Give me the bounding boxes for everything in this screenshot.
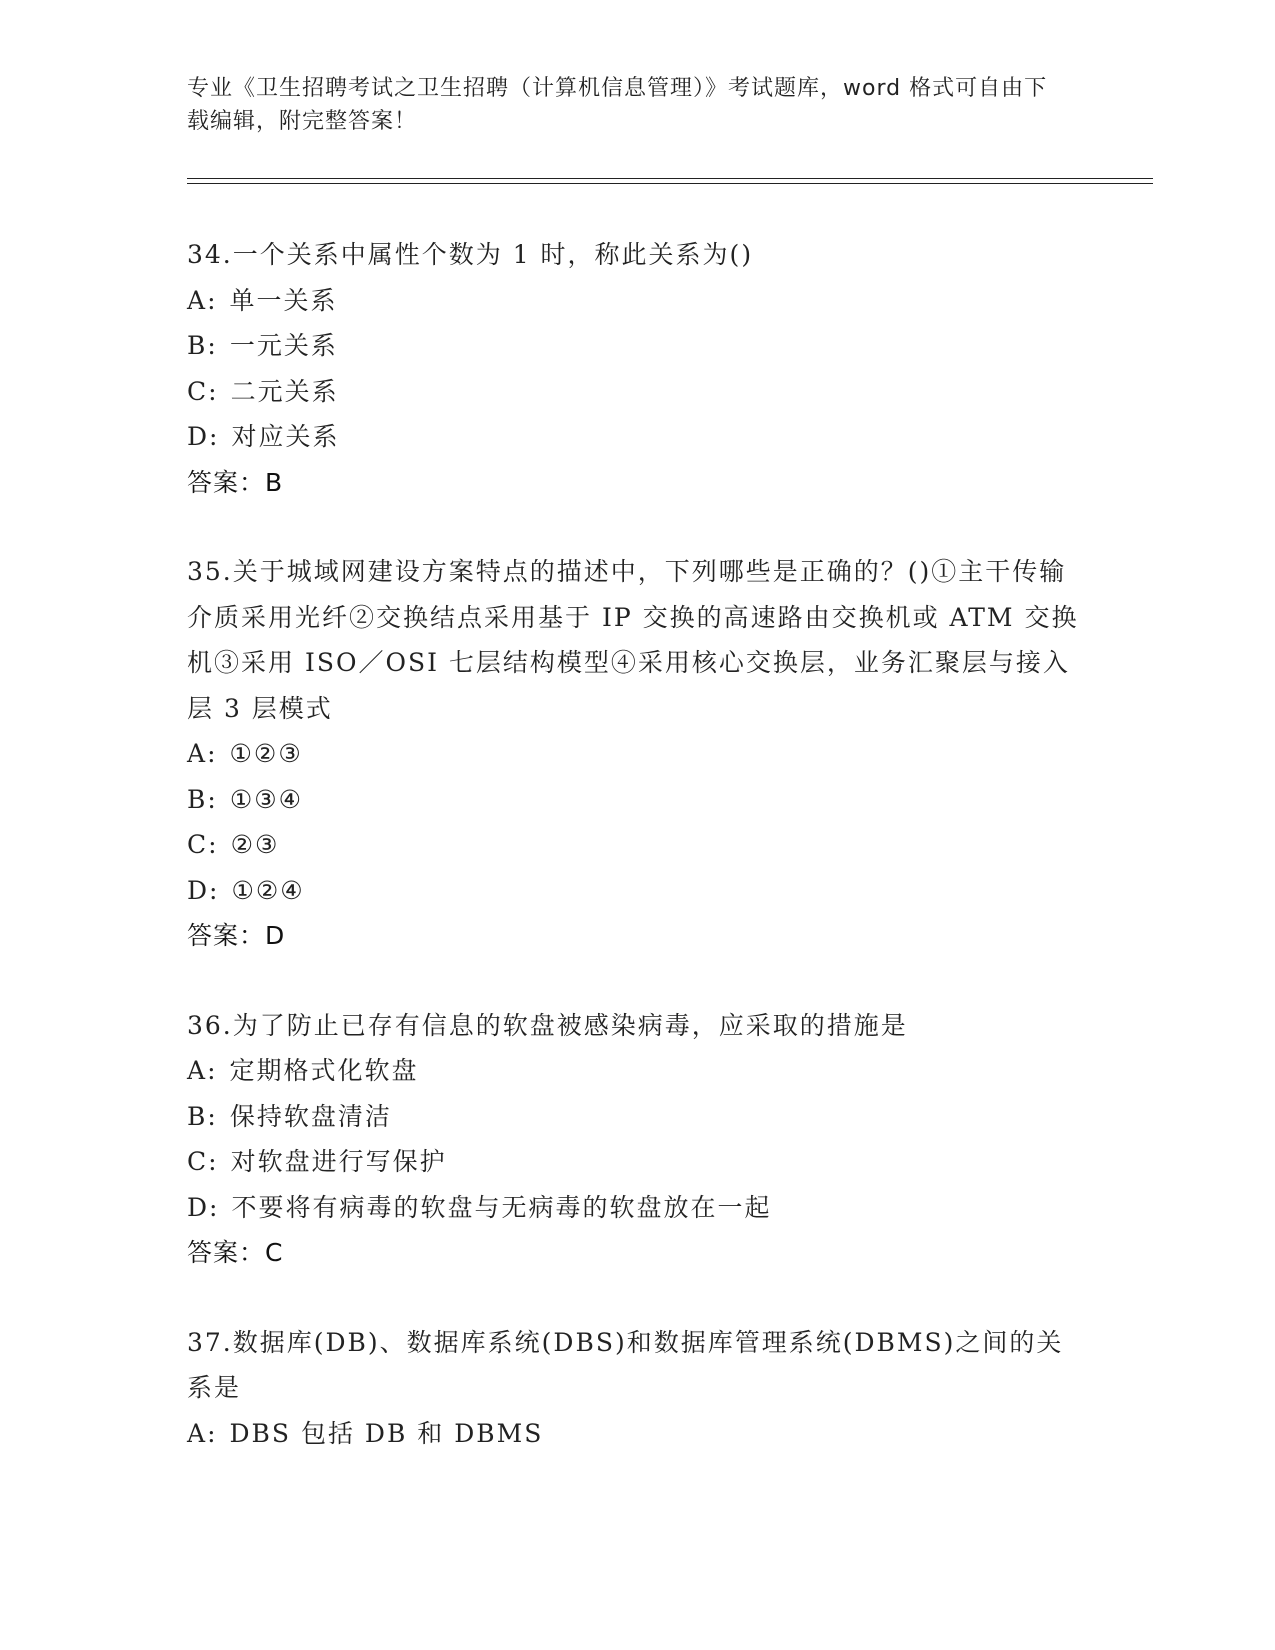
option-text: DBS 包括 DB 和 DBMS	[229, 1418, 544, 1448]
option-letter: C	[187, 376, 209, 406]
option-text: 对应关系	[231, 422, 340, 451]
option-text: 二元关系	[230, 376, 339, 406]
answer-line: 答案：C	[187, 1238, 284, 1267]
option-letter: D	[187, 1192, 210, 1222]
option-separator: :	[209, 1192, 220, 1222]
option-separator: :	[209, 422, 220, 451]
option-separator: :	[207, 1418, 218, 1448]
option-separator: :	[209, 875, 220, 905]
option-a	[187, 278, 1087, 324]
option-letter: C	[187, 1147, 209, 1176]
option-text: 单一关系	[229, 285, 338, 315]
option-separator: :	[208, 830, 219, 859]
option-b	[187, 1094, 1087, 1140]
option-letter: D	[187, 875, 210, 905]
option-d	[187, 868, 1087, 914]
question-35	[187, 549, 1087, 959]
option-text: ②③	[230, 830, 280, 859]
option-text: 一元关系	[229, 331, 338, 360]
option-letter: C	[187, 830, 209, 859]
option-c	[187, 369, 1087, 415]
option-letter: A	[187, 739, 208, 768]
option-separator: :	[207, 1056, 218, 1085]
question-text: 34.一个关系中属性个数为 1 时，称此关系为()	[187, 240, 754, 269]
option-separator: :	[208, 376, 219, 406]
option-d	[187, 1185, 1087, 1231]
option-a	[187, 1411, 1087, 1457]
answer-line: 答案：D	[187, 921, 286, 950]
option-letter: A	[187, 285, 208, 315]
question-36	[187, 1003, 1087, 1276]
option-text: ①②④	[231, 875, 305, 905]
option-text: 对软盘进行写保护	[230, 1147, 447, 1176]
header-divider-top	[187, 178, 1153, 179]
option-separator: :	[207, 1101, 218, 1131]
option-letter: A	[187, 1056, 208, 1085]
option-separator: :	[207, 784, 218, 814]
option-d	[187, 414, 1087, 460]
option-c	[187, 1139, 1087, 1185]
option-separator: :	[207, 285, 218, 315]
option-b	[187, 323, 1087, 369]
option-text: 定期格式化软盘	[229, 1056, 419, 1085]
option-separator: :	[208, 1147, 219, 1176]
option-letter: B	[187, 331, 208, 360]
option-letter: A	[187, 1418, 208, 1448]
document-header	[187, 72, 1067, 138]
option-a	[187, 731, 1087, 777]
header-divider-bottom	[187, 183, 1153, 184]
option-separator: :	[207, 331, 218, 360]
question-34	[187, 232, 1087, 505]
document-title: 专业《卫生招聘考试之卫生招聘（计算机信息管理）》考试题库，word 格式可自由下载编辑，附完整答案！	[187, 76, 1048, 134]
option-letter: B	[187, 784, 208, 814]
option-a	[187, 1048, 1087, 1094]
option-separator: :	[207, 739, 218, 768]
question-37	[187, 1320, 1087, 1457]
option-letter: D	[187, 422, 210, 451]
option-letter: B	[187, 1101, 208, 1131]
question-text: 35.关于城域网建设方案特点的描述中，下列哪些是正确的？()①主干传输介质采用光纤②交换结点采用基于 IP 交换的高速路由交换机或 ATM 交换机③采用 ISO／OSI 七层结构模型④采用核心交换层，业务汇聚层与接入层 3 层模式	[187, 557, 1079, 723]
option-text: 不要将有病毒的软盘与无病毒的软盘放在一起	[231, 1192, 772, 1222]
option-b	[187, 777, 1087, 823]
option-text: ①②③	[229, 739, 303, 768]
question-text: 36.为了防止已存有信息的软盘被感染病毒，应采取的措施是	[187, 1010, 908, 1040]
option-c	[187, 822, 1087, 868]
option-text: ①③④	[229, 784, 304, 814]
answer-line: 答案：B	[187, 467, 284, 497]
question-list	[187, 232, 1087, 1500]
option-text: 保持软盘清洁	[229, 1101, 392, 1131]
question-text: 37.数据库(DB)、数据库系统(DBS)和数据库管理系统(DBMS)之间的关系是	[187, 1327, 1064, 1402]
